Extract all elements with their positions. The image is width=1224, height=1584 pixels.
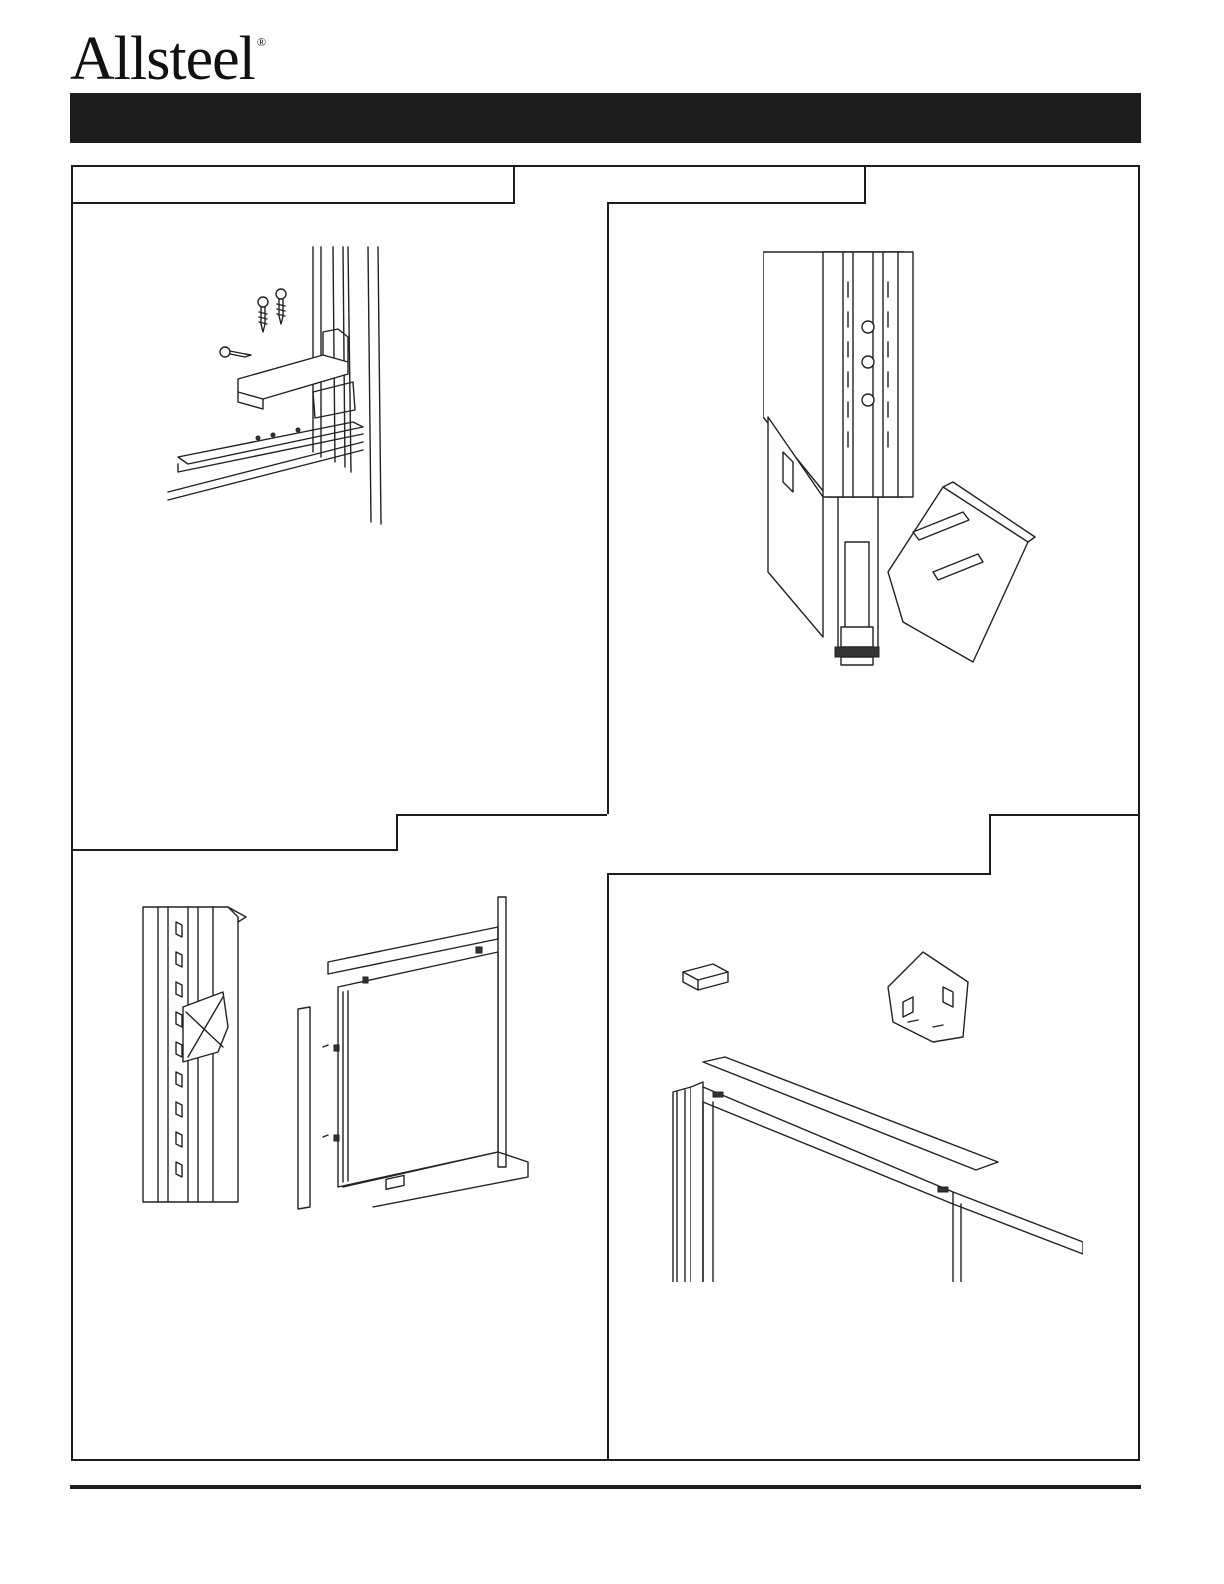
leveler-base-illustration <box>763 242 1063 692</box>
panel-hang-illustration <box>138 877 568 1217</box>
panel3-heading-box <box>73 814 398 851</box>
top-cap-illustration <box>663 942 1083 1282</box>
logo-text: Allsteel <box>70 25 255 93</box>
panel1-heading-box <box>73 167 515 204</box>
panel4-heading-box <box>607 814 991 875</box>
instruction-grid <box>71 165 1140 1461</box>
footer-rule <box>70 1485 1141 1489</box>
bracket-screws-illustration <box>163 242 423 532</box>
column-divider <box>607 167 609 1459</box>
brand-logo <box>70 25 265 93</box>
panel2-heading-box <box>607 167 866 204</box>
registered-mark: ® <box>256 35 265 49</box>
title-bar <box>70 93 1141 143</box>
